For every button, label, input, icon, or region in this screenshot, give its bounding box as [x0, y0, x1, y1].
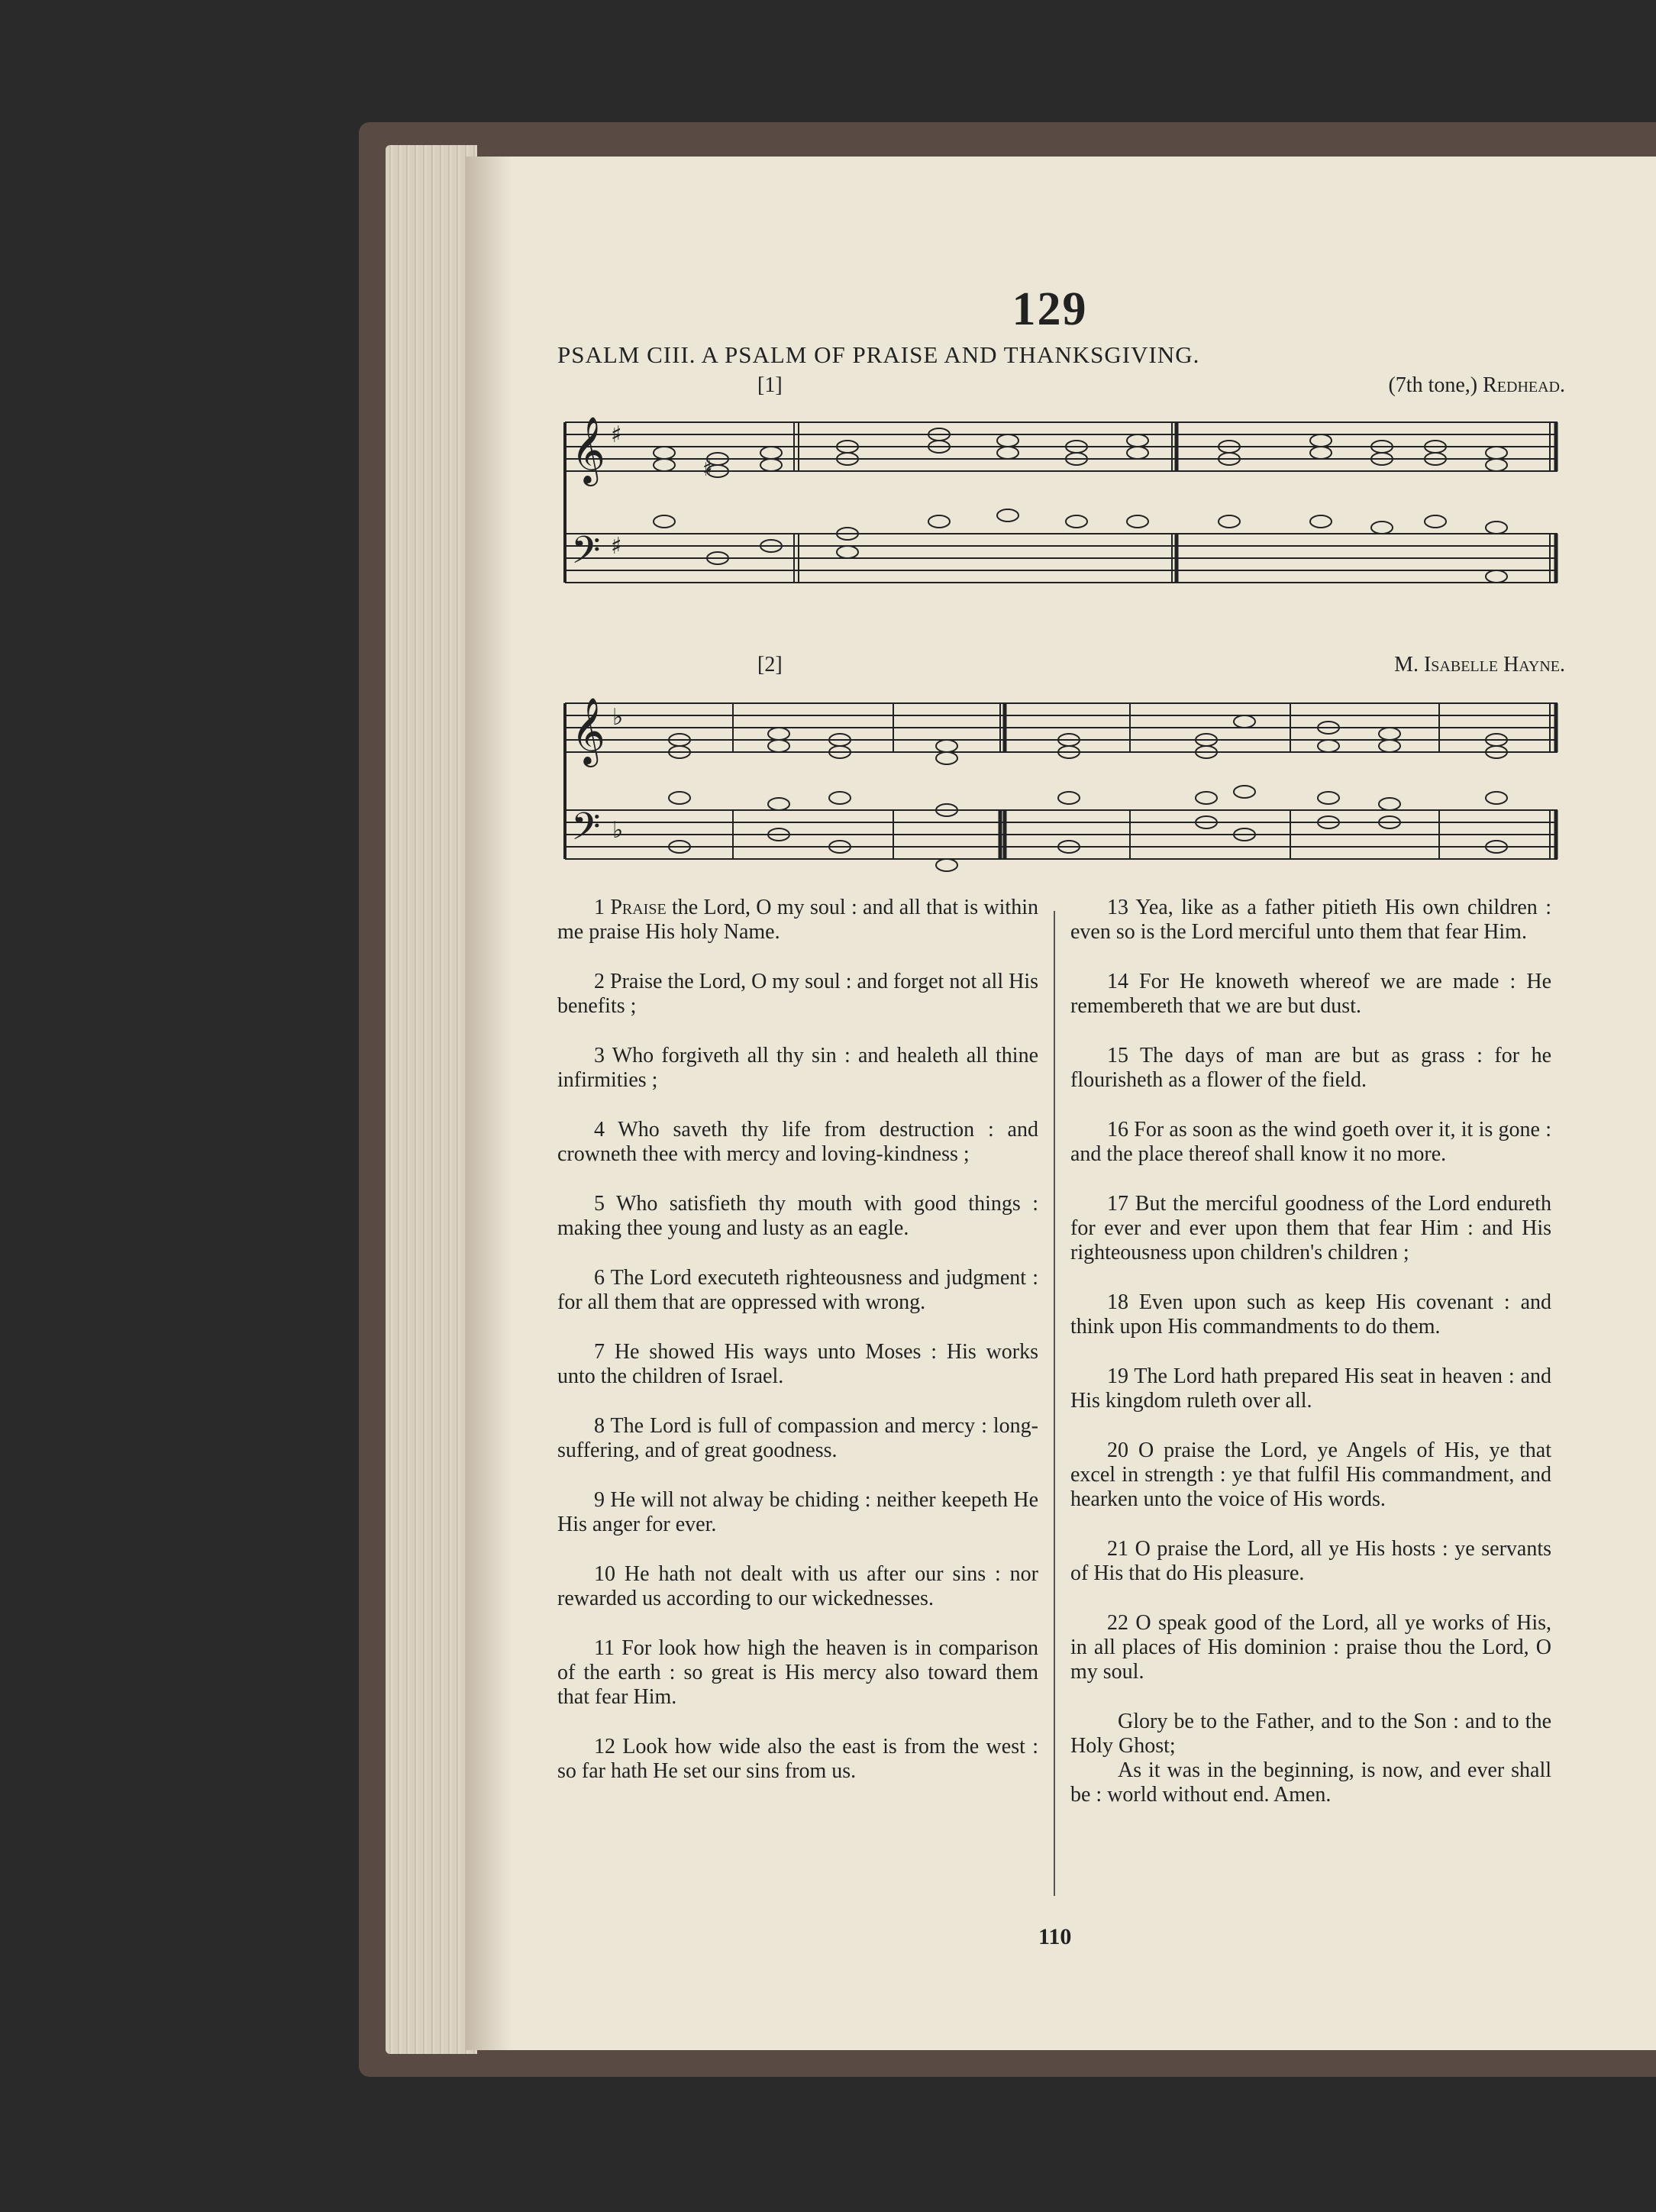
verse: 15 The days of man are but as grass : for he flourisheth as a flower of the field. [1070, 1044, 1551, 1092]
verse: 9 He will not alway be chiding : neither keepeth He His anger for ever. [557, 1488, 1039, 1536]
verse: 14 For He knoweth whereof we are made : He remembereth that we are but dust. [1070, 970, 1551, 1018]
verse: 11 For look how high the heaven is in comparison of the earth : so great is His mercy also toward them that fear Him. [557, 1636, 1038, 1709]
svg-text:♭: ♭ [612, 817, 624, 844]
svg-text:𝄞: 𝄞 [571, 415, 605, 483]
svg-text:♭: ♭ [612, 704, 624, 731]
tune-2-composer: Isabelle Hayne. [1423, 653, 1565, 677]
verse: 4 Who saveth thy life from destruction : and crowneth thee with mercy and loving-kindness ; [557, 1118, 1038, 1166]
verse: 19 The Lord hath prepared His seat in heaven : and His kingdom ruleth over all. [1070, 1364, 1552, 1413]
svg-text:♯: ♯ [611, 421, 622, 448]
tune-1-header [557, 372, 1565, 404]
page-gutter-shadow [466, 157, 512, 2050]
page-edges [386, 145, 477, 2054]
tune-1-composer-line [1388, 373, 1565, 398]
verse: 22 O speak good of the Lord, all ye works of His, in all places of His dominion : praise thou the Lord, O my soul. [1070, 1611, 1552, 1684]
gloria-line: Glory be to the Father, and to the Son : and to the Holy Ghost; [1070, 1710, 1551, 1758]
tune-1-mark: [1] [757, 373, 783, 397]
verse: 8 The Lord is full of compassion and mercy : long-suffering, and of great goodness. [557, 1414, 1038, 1462]
verse: 10 He hath not dealt with us after our sins : nor rewarded us according to our wickednesses. [557, 1562, 1039, 1610]
music-score-1 [557, 407, 1565, 605]
tune-2-composer-line [1394, 653, 1565, 677]
verse: 6 The Lord executeth righteousness and judgment : for all them that are oppressed with wrong. [557, 1266, 1038, 1314]
tune-1-composer: Redhead. [1483, 373, 1565, 397]
verse: 16 For as soon as the wind goeth over it, it is gone : and the place thereof shall know it no more. [1070, 1118, 1552, 1166]
gloria-line: As it was in the beginning, is now, and ever shall be : world without end. Amen. [1070, 1758, 1551, 1807]
verse: 20 O praise the Lord, ye Angels of His, ye that excel in strength : ye that fulfil His commandment, and hearken unto the voice of His words. [1070, 1439, 1551, 1511]
music-score-2 [557, 688, 1565, 879]
hymn-number: 129 [1012, 283, 1088, 335]
verses-left-column [557, 896, 1038, 1809]
verse: 3 Who forgiveth all thy sin : and healeth all thine infirmities ; [557, 1044, 1038, 1092]
hymn-title: PSALM CIII. A PSALM OF PRAISE AND THANKSGIVING. [557, 341, 1200, 368]
verses-right-column [1070, 896, 1551, 1807]
verse: 21 O praise the Lord, all ye His hosts : ye servants of His that do His pleasure. [1070, 1537, 1551, 1585]
svg-text:𝄢: 𝄢 [571, 805, 601, 858]
verse: 2 Praise the Lord, O my soul : and forget not all His benefits ; [557, 970, 1039, 1018]
verse: 13 Yea, like as a father pitieth His own children : even so is the Lord merciful unto them that fear Him. [1070, 896, 1551, 944]
svg-text:♯: ♯ [611, 533, 622, 560]
tune-2-composer-initial: M. [1394, 653, 1419, 677]
tune-2-header [557, 651, 1565, 685]
svg-text:𝄞: 𝄞 [571, 696, 605, 764]
verse: 5 Who satisfieth thy mouth with good things : making thee young and lusty as an eagle. [557, 1192, 1038, 1240]
svg-text:♯: ♯ [702, 456, 713, 481]
svg-text:𝄢: 𝄢 [571, 528, 601, 582]
tune-2-mark: [2] [757, 653, 783, 677]
gloria-patri [1070, 1710, 1551, 1807]
verse: 12 Look how wide also the east is from the west : so far hath He set our sins from us. [557, 1735, 1039, 1783]
page-content [557, 283, 1565, 1807]
tune-1-tone: (7th tone,) [1388, 373, 1478, 397]
verse: 18 Even upon such as keep His covenant : and think upon His commandments to do them. [1070, 1290, 1552, 1339]
verse: 7 He showed His ways unto Moses : His works unto the children of Israel. [557, 1340, 1039, 1388]
column-divider [1054, 911, 1055, 1896]
verse: 17 But the merciful goodness of the Lord endureth for ever and ever upon them that fear Him : and His righteousness upon children's children ; [1070, 1192, 1551, 1264]
page-number: 110 [1038, 1924, 1072, 1949]
verse: 1 Praise the Lord, O my soul : and all that is within me praise His holy Name. [557, 896, 1038, 944]
